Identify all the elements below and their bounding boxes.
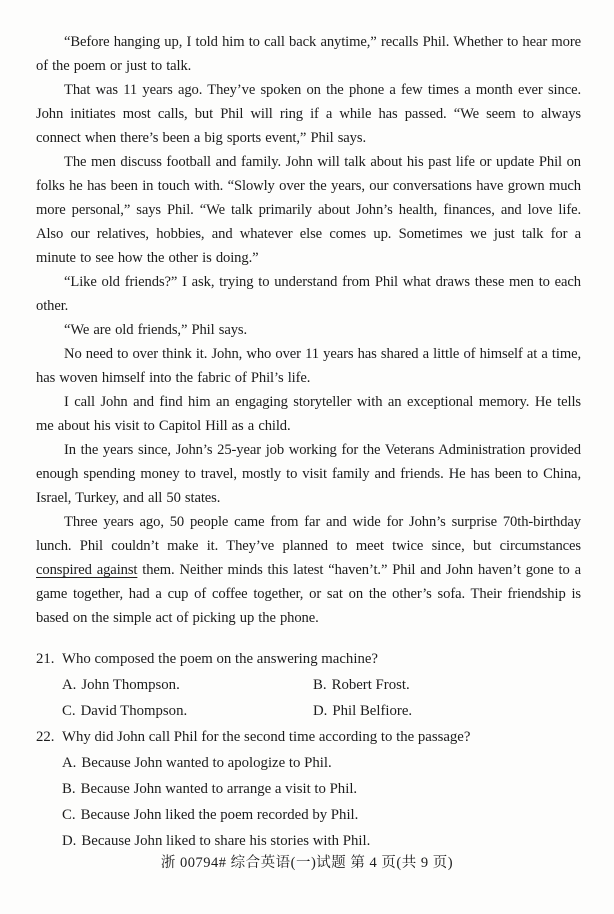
passage-text: No need to over think it. John, who over 11 years has shared a little of himself at a time, has woven himself into the fabric of Phil’s life. (36, 346, 581, 386)
passage-text: That was 11 years ago. They’ve spoken on the phone a few times a month ever since. John initiates most calls, but Phil will ring if a while has passed. “We seem to always connect when there’s been a big sports event,” Phil says. (36, 82, 581, 146)
question (36, 646, 581, 724)
option-text: Because John wanted to apologize to Phil. (81, 755, 332, 771)
passage-text: “Like old friends?” I ask, trying to understand from Phil what draws these men to each other. (36, 274, 581, 314)
option-text: Because John liked the poem recorded by Phil. (80, 807, 359, 823)
underlined-phrase: conspired against (36, 562, 138, 578)
question-header (36, 646, 581, 672)
page-footer: 浙 00794# 综合英语(一)试题 第 4 页(共 9 页) (160, 855, 454, 871)
option (313, 698, 581, 724)
question-text: Why did John call Phil for the second time according to the passage? (62, 729, 471, 745)
option (62, 776, 581, 802)
option-text: Robert Frost. (331, 677, 410, 693)
passage-paragraph (36, 78, 581, 150)
options (62, 672, 581, 724)
question-number: 22. (36, 729, 55, 745)
option-label: D. (313, 703, 328, 719)
option (62, 698, 313, 724)
question (36, 724, 581, 854)
passage-paragraph (36, 510, 581, 630)
question-text: Who composed the poem on the answering machine? (62, 651, 378, 667)
option-text: David Thompson. (80, 703, 188, 719)
passage-text: “Before hanging up, I told him to call back anytime,” recalls Phil. Whether to hear more of the poem or just to talk. (36, 34, 581, 74)
option (62, 750, 581, 776)
passage-paragraph (36, 390, 581, 438)
passage (36, 30, 581, 630)
passage-paragraph (36, 318, 581, 342)
option-text: Because John liked to share his stories with Phil. (81, 833, 371, 849)
question-number: 21. (36, 651, 55, 667)
questions (36, 646, 581, 854)
passage-text: them. Neither minds this latest “haven’t.” Phil and John haven’t gone to a game together, had a cup of coffee together, or sat on the other’s sofa. Their friendship is based on the simple act of picking up the phone. (36, 562, 581, 626)
option (62, 672, 313, 698)
passage-text: In the years since, John’s 25-year job working for the Veterans Administration provided enough spending money to travel, mostly to visit family and friends. He has been to China, Israel, Turkey, and all 50 states. (36, 442, 581, 506)
option-label: B. (313, 677, 327, 693)
passage-text: Three years ago, 50 people came from far and wide for John’s surprise 70th-birthday lunch. Phil couldn’t make it. They’ve planned to meet twice since, but circumstances (36, 514, 581, 554)
passage-text: “We are old friends,” Phil says. (64, 322, 248, 338)
option-label: A. (62, 677, 77, 693)
option-label: B. (62, 781, 76, 797)
question-header (36, 724, 581, 750)
passage-paragraph (36, 270, 581, 318)
options (62, 750, 581, 854)
passage-paragraph (36, 438, 581, 510)
passage-text: The men discuss football and family. John will talk about his past life or update Phil on folks he has been in touch with. “Slowly over the years, our conversations have grown much more personal,” says Phil. “We talk primarily about John’s health, finances, and love life. Also our relatives, hobbies, and whatever else comes up. Sometimes we just talk for a minute to see how the other is doing.” (36, 154, 581, 266)
option (313, 672, 581, 698)
option-label: C. (62, 703, 76, 719)
option-label: A. (62, 755, 77, 771)
option-label: C. (62, 807, 76, 823)
passage-paragraph (36, 342, 581, 390)
option-text: John Thompson. (81, 677, 180, 693)
option-text: Because John wanted to arrange a visit to Phil. (80, 781, 358, 797)
passage-paragraph (36, 30, 581, 78)
option (62, 802, 581, 828)
option-text: Phil Belfiore. (332, 703, 413, 719)
passage-text: I call John and find him an engaging storyteller with an exceptional memory. He tells me about his visit to Capitol Hill as a child. (36, 394, 581, 434)
passage-paragraph (36, 150, 581, 270)
option-label: D. (62, 833, 77, 849)
